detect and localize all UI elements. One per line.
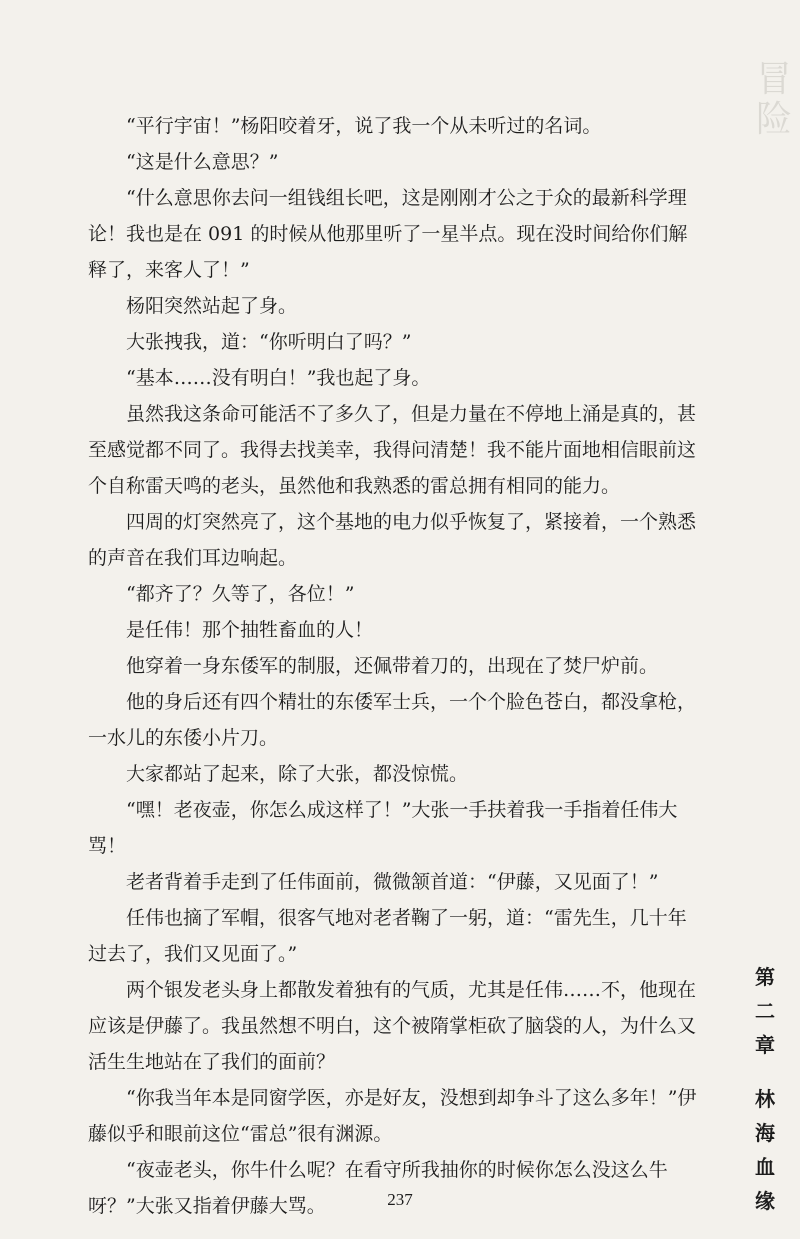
- paragraph: 老者背着手走到了任伟面前，微微颔首道：“伊藤，又见面了！”: [126, 871, 659, 893]
- chapter-char: 缘: [755, 1189, 775, 1213]
- paragraph: 虽然我这条命可能活不了多久了，但是力量在不停地上涌是真的，甚至感觉都不同了。我得去找美幸，我得问清楚！我不能片面地相信眼前这个自称雷天鸣的老头，虽然他和我熟悉的雷总拥有相同的能力。: [88, 403, 697, 497]
- paragraph: 是任伟！那个抽牲畜血的人！: [126, 619, 374, 641]
- page-number: 237: [387, 1190, 413, 1209]
- paragraph: 任伟也摘了军帽，很客气地对老者鞠了一躬，道：“雷先生，几十年过去了，我们又见面了。”: [88, 907, 687, 965]
- chapter-char: 海: [755, 1121, 775, 1145]
- paragraph: 他的身后还有四个精壮的东倭军士兵，一个个脸色苍白，都没拿枪，一水儿的东倭小片刀。: [88, 691, 697, 749]
- chapter-char: 章: [755, 1033, 775, 1057]
- chapter-char: 第: [755, 965, 775, 989]
- paragraph: 杨阳突然站起了身。: [126, 295, 298, 317]
- paragraph: “基本……没有明白！”我也起了身。: [126, 367, 431, 389]
- chapter-char: 林: [755, 1087, 775, 1111]
- bleed-through-text: [752, 60, 796, 140]
- body-text: [88, 108, 698, 1224]
- paragraph: 大张拽我，道：“你听明白了吗？”: [126, 331, 412, 353]
- bleed-glyph: 险: [755, 99, 792, 140]
- paragraph: “都齐了？久等了，各位！”: [126, 583, 355, 605]
- paragraph: 两个银发老头身上都散发着独有的气质，尤其是任伟……不，他现在应该是伊藤了。我虽然想不明白，这个被隋掌柜砍了脑袋的人，为什么又活生生地站在了我们的面前？: [88, 979, 697, 1073]
- chapter-char: 血: [755, 1155, 775, 1179]
- paragraph: 四周的灯突然亮了，这个基地的电力似乎恢复了，紧接着，一个熟悉的声音在我们耳边响起。: [88, 511, 697, 569]
- paragraph: “你我当年本是同窗学医，亦是好友，没想到却争斗了这么多年！”伊藤似乎和眼前这位“雷总”很有渊源。: [88, 1087, 697, 1145]
- paragraph: “平行宇宙！”杨阳咬着牙，说了我一个从未听过的名词。: [126, 115, 602, 137]
- paragraph: “嘿！老夜壶，你怎么成这样了！”大张一手扶着我一手指着任伟大骂！: [88, 799, 678, 857]
- chapter-tab: [745, 960, 785, 1218]
- paragraph: “什么意思你去问一组钱组长吧，这是刚刚才公之于众的最新科学理论！我也是在 091 的时候从他那里听了一星半点。现在没时间给你们解释了，来客人了！”: [88, 187, 688, 281]
- bleed-glyph: 冒: [755, 59, 792, 100]
- paragraph: “夜壶老头，你牛什么呢？在看守所我抽你的时候你怎么没这么牛呀？”大张又指着伊藤大骂。: [88, 1159, 668, 1217]
- paragraph: “这是什么意思？”: [126, 151, 279, 173]
- paragraph: 他穿着一身东倭军的制服，还佩带着刀的，出现在了焚尸炉前。: [126, 655, 659, 677]
- chapter-char: 二: [755, 999, 775, 1023]
- paragraph: 大家都站了起来，除了大张，都没惊慌。: [126, 763, 469, 785]
